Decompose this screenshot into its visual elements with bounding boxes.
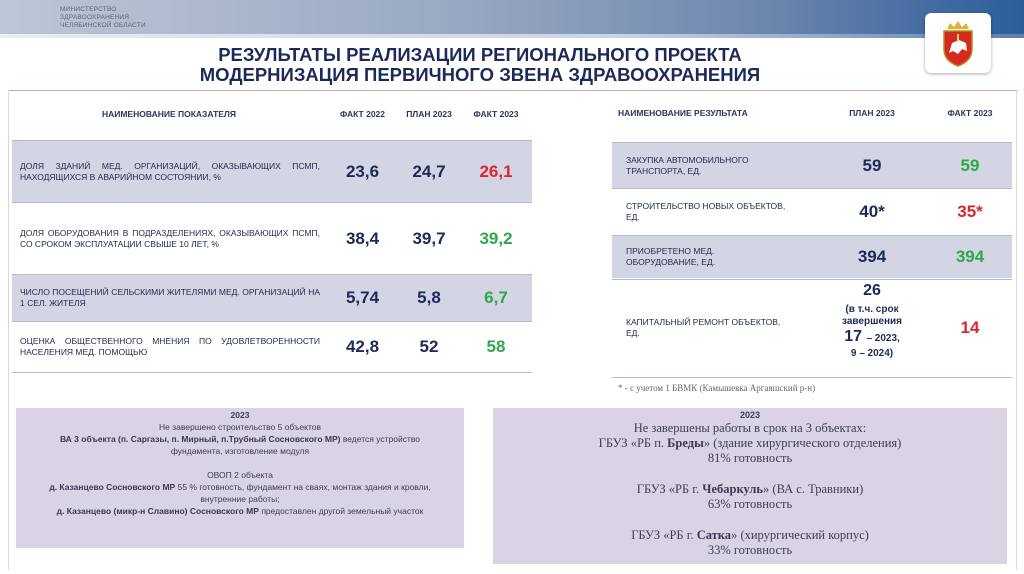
divider: [8, 90, 9, 570]
value-plan2023: 24,7: [412, 161, 446, 181]
header-fact2022: ФАКТ 2022: [339, 108, 386, 119]
row-label: ОЦЕНКА ОБЩЕСТВЕННОГО МНЕНИЯ ПО УДОВЛЕТВОРЕННОСТИ НАСЕЛЕНИЯ МЕД. ПОМОЩЬЮ: [20, 336, 320, 357]
divider: [1016, 90, 1017, 570]
value-fact2022: 38,4: [345, 229, 380, 248]
divider: [612, 279, 1012, 280]
value-fact2022: 42,8: [345, 337, 380, 356]
header-plan2023: ПЛАН 2023: [849, 107, 895, 118]
row-label: КАПИТАЛЬНЫЙ РЕМОНТ ОБЪЕКТОВ, ЕД.: [626, 317, 781, 338]
row-label: СТРОИТЕЛЬСТВО НОВЫХ ОБЪЕКТОВ, ЕД.: [626, 201, 786, 222]
row-label: ЗАКУПКА АВТОМОБИЛЬНОГО ТРАНСПОРТА, ЕД.: [626, 154, 749, 176]
value-plan: 59: [862, 155, 882, 175]
value-fact2022: 5,74: [345, 288, 380, 307]
header-fact2023: ФАКТ 2023: [947, 107, 993, 118]
value-fact2022: 23,6: [345, 161, 380, 181]
value-fact: 14: [960, 318, 980, 337]
divider: [612, 377, 1012, 378]
divider: [612, 188, 1012, 189]
header-name: НАИМЕНОВАНИЕ РЕЗУЛЬТАТА: [618, 107, 748, 118]
header-plan2023: ПЛАН 2023: [406, 108, 452, 119]
row-label: ЧИСЛО ПОСЕЩЕНИЙ СЕЛЬСКИМИ ЖИТЕЛЯМИ МЕД. ОРГАНИЗАЦИЙ НА 1 СЕЛ. ЖИТЕЛЯ: [20, 287, 320, 308]
divider: [12, 202, 532, 203]
unfinished-works-box: 2023 Не завершены работы в срок на 3 объектах: ГБУЗ «РБ п. Бреды» (здание хирургического отделения) 81% готовность ГБУЗ «РБ г. Чебаркуль» (ВА с. Травники) 63% готовность ГБУЗ «РБ г. Сатка» (хирургический корпус) 33% готовность: [493, 408, 1007, 564]
value-fact: 35*: [957, 202, 983, 221]
value-plan2023: 39,7: [412, 229, 446, 248]
header-bar: [0, 0, 1024, 38]
unfinished-construction-box: 2023 Не завершено строительство 5 объектов ВА 3 объекта (п. Саргазы, п. Мирный, п.Трубный Сосновского МР) ведется устройство фундамента, изготовление модуля ОВОП 2 объекта д. Казанцево Сосновского МР 55 % готовность, фундамент на сваях, монтаж здания и кровли, внутренние работы; д. Казанцево (микр-н Славино) Сосновского МР предоставлен другой земельный участок: [16, 408, 464, 548]
row-label: ДОЛЯ ОБОРУДОВАНИЯ В ПОДРАЗДЕЛЕНИЯХ, ОКАЗЫВАЮЩИХ ПСМП, СО СРОКОМ ЭКСПЛУАТАЦИИ СВЫШЕ 10 ЛЕТ, %: [20, 228, 320, 249]
divider: [8, 90, 1018, 91]
row-label: ДОЛЯ ЗДАНИЙ МЕД. ОРГАНИЗАЦИЙ, ОКАЗЫВАЮЩИХ ПСМП, НАХОДЯЩИХСЯ В АВАРИЙНОМ СОСТОЯНИИ, %: [20, 160, 320, 182]
divider: [12, 321, 532, 322]
header-fact2023: ФАКТ 2023: [473, 108, 519, 119]
page-title: РЕЗУЛЬТАТЫ РЕАЛИЗАЦИИ РЕГИОНАЛЬНОГО ПРОЕКТА МОДЕРНИЗАЦИЯ ПЕРВИЧНОГО ЗВЕНА ЗДРАВООХРАНЕНИЯ: [199, 44, 761, 85]
value-plan2023: 52: [419, 337, 439, 356]
value-fact2023: 58: [486, 337, 506, 356]
value-plan: 26 (в т.ч. срок завершения 17 – 2023, 9 – 2024): [841, 282, 902, 359]
header-name: НАИМЕНОВАНИЕ ПОКАЗАТЕЛЯ: [101, 108, 237, 119]
value-fact2023: 6,7: [484, 288, 508, 307]
coat-of-arms-icon: [925, 13, 991, 73]
value-plan2023: 5,8: [417, 288, 441, 307]
row-label: ПРИОБРЕТЕНО МЕД. ОБОРУДОВАНИЕ, ЕД.: [626, 246, 716, 267]
footnote: * - с учетом 1 БВМК (Камышевка Аргаяшский р-н): [618, 383, 816, 393]
divider: [12, 372, 532, 373]
value-fact: 394: [955, 247, 985, 266]
value-plan: 40*: [859, 202, 885, 221]
value-fact2023: 39,2: [479, 229, 513, 248]
value-plan: 394: [857, 247, 887, 266]
ministry-label: МИНИСТЕРСТВО ЗДРАВООХРАНЕНИЯ ЧЕЛЯБИНСКОЙ ОБЛАСТИ: [60, 6, 146, 29]
value-fact2023: 26,1: [479, 161, 513, 181]
value-fact: 59: [960, 155, 980, 175]
